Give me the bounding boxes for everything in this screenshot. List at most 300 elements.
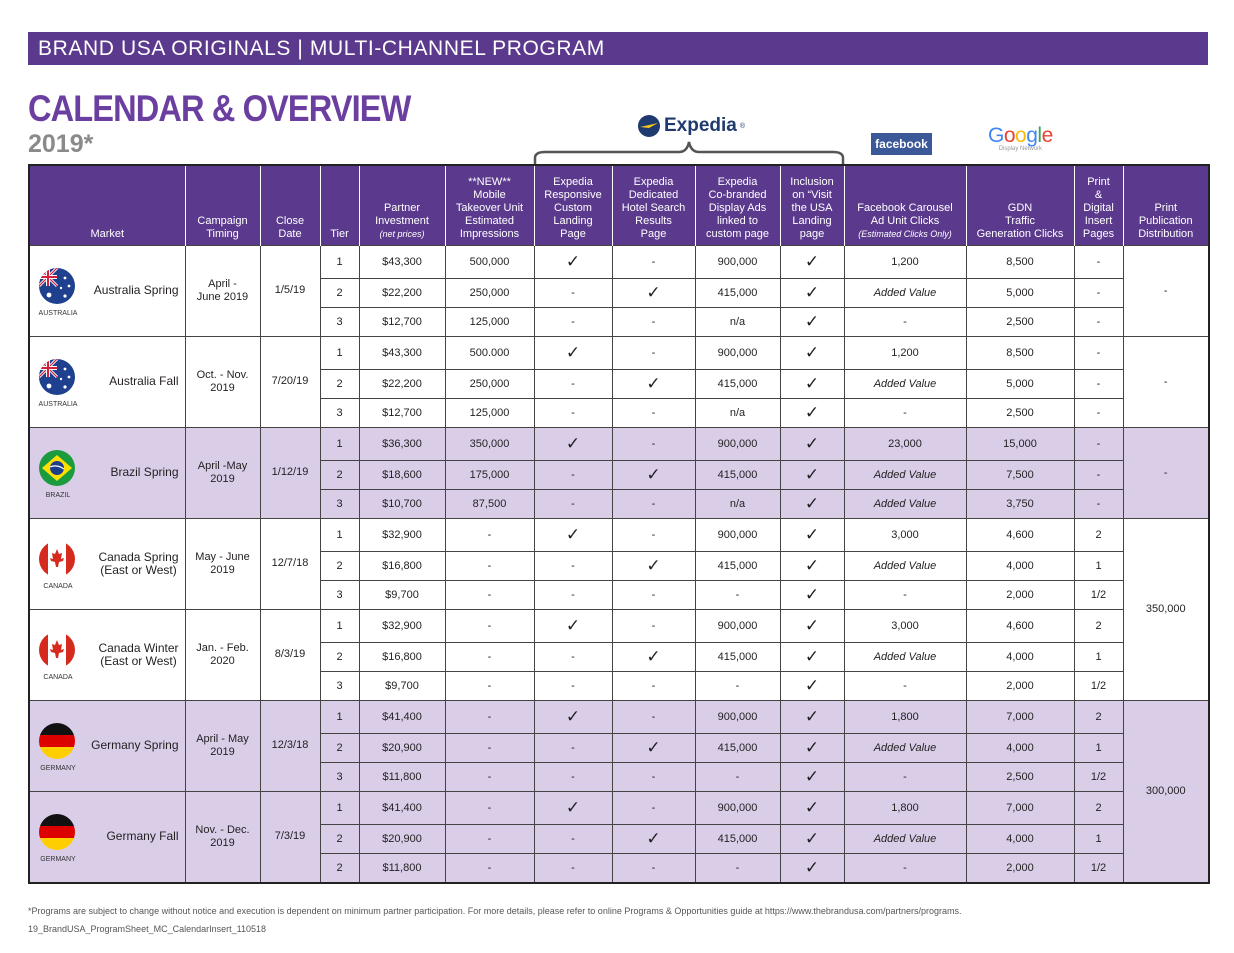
gdn-clicks-cell: 2,500 xyxy=(966,398,1074,427)
col-tier: Tier xyxy=(320,165,359,245)
dedicated-page-cell: - xyxy=(612,245,695,278)
responsive-page-cell: - xyxy=(534,398,612,427)
col-dedicated: Expedia Dedicated Hotel Search Results Page xyxy=(612,165,695,245)
facebook-clicks-cell: Added Value xyxy=(844,733,966,762)
distribution-cell: - xyxy=(1123,336,1209,427)
print-pages-cell: 2 xyxy=(1074,700,1123,733)
market-cell-brazil-spring xyxy=(29,427,185,518)
inclusion-cell xyxy=(780,518,844,551)
print-pages-cell: 1/2 xyxy=(1074,762,1123,791)
dedicated-page-cell: - xyxy=(612,580,695,609)
responsive-page-cell: - xyxy=(534,278,612,307)
page-title: CALENDAR & OVERVIEW xyxy=(28,88,411,129)
campaign-timing: Oct. - Nov. 2019 xyxy=(185,336,260,427)
inclusion-cell xyxy=(780,336,844,369)
tier-cell: 3 xyxy=(320,398,359,427)
close-date: 7/20/19 xyxy=(260,336,320,427)
dedicated-page-cell: - xyxy=(612,489,695,518)
tier-cell: 1 xyxy=(320,518,359,551)
tier-cell: 2 xyxy=(320,369,359,398)
responsive-page-cell: - xyxy=(534,580,612,609)
campaign-timing: Nov. - Dec. 2019 xyxy=(185,791,260,883)
close-date: 12/3/18 xyxy=(260,700,320,791)
market-cell-canada-winter xyxy=(29,609,185,700)
inclusion-cell xyxy=(780,278,844,307)
campaign-timing: April - May 2019 xyxy=(185,700,260,791)
mobile-impressions-cell: - xyxy=(445,551,534,580)
investment-cell: $20,900 xyxy=(359,733,445,762)
tier-cell: 1 xyxy=(320,700,359,733)
dedicated-page-cell: - xyxy=(612,671,695,700)
print-pages-cell: - xyxy=(1074,278,1123,307)
check-icon: ✓ xyxy=(565,252,581,271)
mobile-impressions-cell: - xyxy=(445,518,534,551)
display-ads-cell: 415,000 xyxy=(695,278,780,307)
facebook-clicks-cell: Added Value xyxy=(844,369,966,398)
check-icon: ✓ xyxy=(565,434,581,453)
market-cell-canada-spring xyxy=(29,518,185,609)
gdn-clicks-cell: 2,000 xyxy=(966,580,1074,609)
mobile-impressions-cell: - xyxy=(445,733,534,762)
responsive-page-cell: - xyxy=(534,733,612,762)
responsive-page-cell: - xyxy=(534,762,612,791)
document-code: 19_BrandUSA_ProgramSheet_MC_CalendarInsert_110518 xyxy=(28,924,266,934)
display-ads-cell: n/a xyxy=(695,489,780,518)
responsive-page-cell: - xyxy=(534,642,612,671)
responsive-page-cell: - xyxy=(534,307,612,336)
print-pages-cell: 1 xyxy=(1074,733,1123,762)
table-header xyxy=(29,165,1209,245)
table-row xyxy=(29,427,1209,460)
investment-cell: $22,200 xyxy=(359,369,445,398)
col-cobranded: Expedia Co-branded Display Ads linked to custom page xyxy=(695,165,780,245)
expedia-logo: Expedia ® xyxy=(637,114,745,138)
dedicated-page-cell: - xyxy=(612,762,695,791)
col-facebook: Facebook Carousel Ad Unit Clicks (Estimated Clicks Only) xyxy=(844,165,966,245)
facebook-clicks-cell: Added Value xyxy=(844,278,966,307)
investment-cell: $18,600 xyxy=(359,460,445,489)
display-ads-cell: - xyxy=(695,580,780,609)
print-pages-cell: 1/2 xyxy=(1074,580,1123,609)
facebook-clicks-cell: Added Value xyxy=(844,824,966,853)
responsive-page-cell xyxy=(534,609,612,642)
inclusion-cell xyxy=(780,824,844,853)
check-icon: ✓ xyxy=(565,525,581,544)
tier-cell: 3 xyxy=(320,307,359,336)
close-date: 12/7/18 xyxy=(260,518,320,609)
responsive-page-cell: - xyxy=(534,489,612,518)
dedicated-page-cell: - xyxy=(612,853,695,883)
mobile-impressions-cell: - xyxy=(445,580,534,609)
mobile-impressions-cell: - xyxy=(445,642,534,671)
investment-cell: $12,700 xyxy=(359,398,445,427)
check-icon: ✓ xyxy=(804,494,820,513)
australia-flag-icon xyxy=(39,268,75,304)
gdn-clicks-cell: 2,000 xyxy=(966,853,1074,883)
inclusion-cell xyxy=(780,307,844,336)
mobile-impressions-cell: 250,000 xyxy=(445,369,534,398)
facebook-clicks-cell: - xyxy=(844,307,966,336)
check-icon: ✓ xyxy=(804,374,820,393)
check-icon: ✓ xyxy=(565,707,581,726)
dedicated-page-cell: - xyxy=(612,609,695,642)
tier-cell: 2 xyxy=(320,642,359,671)
flag-caption: CANADA xyxy=(43,673,73,681)
mobile-impressions-cell: - xyxy=(445,700,534,733)
responsive-page-cell: - xyxy=(534,369,612,398)
responsive-page-cell xyxy=(534,518,612,551)
mobile-impressions-cell: - xyxy=(445,762,534,791)
table-row xyxy=(29,245,1209,278)
investment-cell: $43,300 xyxy=(359,245,445,278)
gdn-clicks-cell: 8,500 xyxy=(966,336,1074,369)
inclusion-cell xyxy=(780,460,844,489)
print-pages-cell: 2 xyxy=(1074,518,1123,551)
gdn-clicks-cell: 4,600 xyxy=(966,518,1074,551)
inclusion-cell xyxy=(780,609,844,642)
inclusion-cell xyxy=(780,853,844,883)
table-row xyxy=(29,336,1209,369)
inclusion-cell xyxy=(780,245,844,278)
footnote: *Programs are subject to change without notice and execution is dependent on minimum partner participation. For more details, please refer to online Programs & Opportunities guide at https://www.thebrandusa.com/partners/programs. xyxy=(28,906,962,916)
gdn-clicks-cell: 15,000 xyxy=(966,427,1074,460)
check-icon: ✓ xyxy=(646,647,661,666)
inclusion-cell xyxy=(780,671,844,700)
brazil-flag-icon xyxy=(39,450,75,486)
col-distribution: Print Publication Distribution xyxy=(1123,165,1209,245)
gdn-clicks-cell: 2,000 xyxy=(966,671,1074,700)
investment-cell: $20,900 xyxy=(359,824,445,853)
print-pages-cell: 1/2 xyxy=(1074,671,1123,700)
print-pages-cell: - xyxy=(1074,460,1123,489)
investment-cell: $43,300 xyxy=(359,336,445,369)
inclusion-cell xyxy=(780,398,844,427)
tier-cell: 2 xyxy=(320,824,359,853)
dedicated-page-cell xyxy=(612,460,695,489)
tier-cell: 2 xyxy=(320,733,359,762)
market-cell-australia-spring xyxy=(29,245,185,336)
display-ads-cell: 415,000 xyxy=(695,824,780,853)
col-timing: Campaign Timing xyxy=(185,165,260,245)
facebook-clicks-cell: - xyxy=(844,580,966,609)
gdn-clicks-cell: 4,000 xyxy=(966,551,1074,580)
facebook-clicks-cell: - xyxy=(844,398,966,427)
table-row xyxy=(29,609,1209,642)
responsive-page-cell: - xyxy=(534,671,612,700)
gdn-clicks-cell: 7,000 xyxy=(966,791,1074,824)
facebook-clicks-cell: Added Value xyxy=(844,642,966,671)
check-icon: ✓ xyxy=(646,556,661,575)
google-logo xyxy=(988,124,1053,152)
print-pages-cell: - xyxy=(1074,307,1123,336)
check-icon: ✓ xyxy=(565,616,581,635)
check-icon: ✓ xyxy=(565,343,581,362)
table-row xyxy=(29,791,1209,824)
gdn-clicks-cell: 7,000 xyxy=(966,700,1074,733)
display-ads-cell: - xyxy=(695,853,780,883)
distribution-cell: 350,000 xyxy=(1123,518,1209,700)
gdn-clicks-cell: 4,600 xyxy=(966,609,1074,642)
gdn-clicks-cell: 4,000 xyxy=(966,824,1074,853)
market-cell-germany-spring xyxy=(29,700,185,791)
tier-cell: 1 xyxy=(320,609,359,642)
market-name: Germany Spring xyxy=(91,738,179,752)
check-icon: ✓ xyxy=(646,374,661,393)
table-row xyxy=(29,700,1209,733)
check-icon: ✓ xyxy=(804,343,820,362)
display-ads-cell: 900,000 xyxy=(695,427,780,460)
market-cell-australia-fall xyxy=(29,336,185,427)
flag-caption: CANADA xyxy=(43,582,73,590)
market-name: Brazil Spring xyxy=(110,465,179,479)
facebook-clicks-cell: 1,800 xyxy=(844,791,966,824)
campaign-timing: April -May 2019 xyxy=(185,427,260,518)
dedicated-page-cell: - xyxy=(612,427,695,460)
mobile-impressions-cell: - xyxy=(445,853,534,883)
investment-cell: $9,700 xyxy=(359,580,445,609)
display-ads-cell: - xyxy=(695,762,780,791)
check-icon: ✓ xyxy=(804,585,820,604)
close-date: 1/5/19 xyxy=(260,245,320,336)
gdn-clicks-cell: 3,750 xyxy=(966,489,1074,518)
tier-cell: 1 xyxy=(320,336,359,369)
check-icon: ✓ xyxy=(804,403,820,422)
tier-cell: 3 xyxy=(320,762,359,791)
germany-flag-icon xyxy=(39,814,75,850)
campaign-timing: April - June 2019 xyxy=(185,245,260,336)
col-inclusion: Inclusion on “Visit the USA Landing page xyxy=(780,165,844,245)
mobile-impressions-cell: 500.000 xyxy=(445,336,534,369)
display-ads-cell: 415,000 xyxy=(695,733,780,762)
display-ads-cell: n/a xyxy=(695,398,780,427)
investment-cell: $32,900 xyxy=(359,518,445,551)
distribution-cell: - xyxy=(1123,245,1209,336)
close-date: 7/3/19 xyxy=(260,791,320,883)
display-ads-cell: 900,000 xyxy=(695,700,780,733)
gdn-clicks-cell: 7,500 xyxy=(966,460,1074,489)
investment-cell: $36,300 xyxy=(359,427,445,460)
check-icon: ✓ xyxy=(804,616,820,635)
print-pages-cell: - xyxy=(1074,336,1123,369)
mobile-impressions-cell: - xyxy=(445,609,534,642)
investment-cell: $11,800 xyxy=(359,853,445,883)
dedicated-page-cell xyxy=(612,369,695,398)
tier-cell: 1 xyxy=(320,245,359,278)
dedicated-page-cell: - xyxy=(612,336,695,369)
dedicated-page-cell: - xyxy=(612,307,695,336)
mobile-impressions-cell: 125,000 xyxy=(445,307,534,336)
investment-cell: $9,700 xyxy=(359,671,445,700)
page-year: 2019* xyxy=(28,130,94,158)
expedia-wordmark: Expedia xyxy=(664,115,737,136)
gdn-clicks-cell: 8,500 xyxy=(966,245,1074,278)
print-pages-cell: - xyxy=(1074,369,1123,398)
inclusion-cell xyxy=(780,489,844,518)
inclusion-cell xyxy=(780,642,844,671)
responsive-page-cell: - xyxy=(534,460,612,489)
responsive-page-cell: - xyxy=(534,551,612,580)
inclusion-cell xyxy=(780,700,844,733)
gdn-clicks-cell: 5,000 xyxy=(966,369,1074,398)
market-name: Canada Spring (East or West) xyxy=(98,549,179,577)
tier-cell: 2 xyxy=(320,551,359,580)
market-name: Australia Fall xyxy=(109,374,179,388)
investment-cell: $16,800 xyxy=(359,642,445,671)
mobile-impressions-cell: 87,500 xyxy=(445,489,534,518)
inclusion-cell xyxy=(780,733,844,762)
investment-cell: $32,900 xyxy=(359,609,445,642)
check-icon: ✓ xyxy=(646,283,661,302)
check-icon: ✓ xyxy=(804,556,820,575)
gdn-clicks-cell: 4,000 xyxy=(966,642,1074,671)
display-ads-cell: 900,000 xyxy=(695,791,780,824)
investment-cell: $12,700 xyxy=(359,307,445,336)
responsive-page-cell xyxy=(534,245,612,278)
tier-cell: 3 xyxy=(320,671,359,700)
facebook-clicks-cell: 3,000 xyxy=(844,609,966,642)
facebook-clicks-cell: Added Value xyxy=(844,489,966,518)
dedicated-page-cell: - xyxy=(612,700,695,733)
tier-cell: 2 xyxy=(320,853,359,883)
distribution-cell: - xyxy=(1123,427,1209,518)
flag-caption: AUSTRALIA xyxy=(38,400,78,408)
mobile-impressions-cell: - xyxy=(445,824,534,853)
print-pages-cell: 1 xyxy=(1074,824,1123,853)
tier-cell: 3 xyxy=(320,489,359,518)
col-investment: Partner Investment (net prices) xyxy=(359,165,445,245)
display-ads-cell: 900,000 xyxy=(695,245,780,278)
dedicated-page-cell xyxy=(612,642,695,671)
check-icon: ✓ xyxy=(804,283,820,302)
check-icon: ✓ xyxy=(804,434,820,453)
print-pages-cell: - xyxy=(1074,398,1123,427)
col-mobile: **NEW** Mobile Takeover Unit Estimated Impressions xyxy=(445,165,534,245)
market-cell-germany-fall xyxy=(29,791,185,883)
flag-caption: GERMANY xyxy=(40,764,76,772)
inclusion-cell xyxy=(780,762,844,791)
flag-caption: BRAZIL xyxy=(45,491,71,499)
responsive-page-cell xyxy=(534,700,612,733)
dedicated-page-cell: - xyxy=(612,791,695,824)
inclusion-cell xyxy=(780,791,844,824)
display-ads-cell: 415,000 xyxy=(695,369,780,398)
inclusion-cell xyxy=(780,551,844,580)
col-responsive: Expedia Responsive Custom Landing Page xyxy=(534,165,612,245)
table-row xyxy=(29,518,1209,551)
display-ads-cell: 900,000 xyxy=(695,518,780,551)
mobile-impressions-cell: 125,000 xyxy=(445,398,534,427)
close-date: 1/12/19 xyxy=(260,427,320,518)
display-ads-cell: n/a xyxy=(695,307,780,336)
check-icon: ✓ xyxy=(804,676,820,695)
tier-cell: 2 xyxy=(320,460,359,489)
close-date: 8/3/19 xyxy=(260,609,320,700)
investment-cell: $41,400 xyxy=(359,791,445,824)
check-icon: ✓ xyxy=(565,798,581,817)
check-icon: ✓ xyxy=(804,829,820,848)
check-icon: ✓ xyxy=(804,738,820,757)
market-name: Germany Fall xyxy=(106,829,179,843)
facebook-logo: facebook xyxy=(871,133,932,155)
tier-cell: 3 xyxy=(320,580,359,609)
investment-cell: $10,700 xyxy=(359,489,445,518)
display-ads-cell: 900,000 xyxy=(695,609,780,642)
col-close: Close Date xyxy=(260,165,320,245)
inclusion-cell xyxy=(780,580,844,609)
inclusion-cell xyxy=(780,427,844,460)
flag-caption: AUSTRALIA xyxy=(38,309,78,317)
expedia-brace xyxy=(533,140,845,166)
print-pages-cell: 1 xyxy=(1074,642,1123,671)
facebook-clicks-cell: - xyxy=(844,853,966,883)
dedicated-page-cell: - xyxy=(612,398,695,427)
gdn-clicks-cell: 2,500 xyxy=(966,762,1074,791)
print-pages-cell: - xyxy=(1074,427,1123,460)
facebook-clicks-cell: - xyxy=(844,671,966,700)
display-ads-cell: 415,000 xyxy=(695,460,780,489)
responsive-page-cell xyxy=(534,427,612,460)
australia-flag-icon xyxy=(39,359,75,395)
distribution-cell: 300,000 xyxy=(1123,700,1209,883)
check-icon: ✓ xyxy=(804,707,820,726)
responsive-page-cell: - xyxy=(534,824,612,853)
responsive-page-cell xyxy=(534,336,612,369)
facebook-clicks-cell: Added Value xyxy=(844,551,966,580)
expedia-globe-icon xyxy=(637,114,661,138)
display-ads-cell: - xyxy=(695,671,780,700)
check-icon: ✓ xyxy=(804,252,820,271)
dedicated-page-cell: - xyxy=(612,518,695,551)
investment-cell: $41,400 xyxy=(359,700,445,733)
responsive-page-cell xyxy=(534,791,612,824)
dedicated-page-cell xyxy=(612,551,695,580)
col-print: Print & Digital Insert Pages xyxy=(1074,165,1123,245)
canada-flag-icon xyxy=(39,541,75,577)
campaign-timing: May - June 2019 xyxy=(185,518,260,609)
facebook-clicks-cell: - xyxy=(844,762,966,791)
germany-flag-icon xyxy=(39,723,75,759)
mobile-impressions-cell: 250,000 xyxy=(445,278,534,307)
facebook-clicks-cell: 1,800 xyxy=(844,700,966,733)
print-pages-cell: 1 xyxy=(1074,551,1123,580)
calendar-table xyxy=(28,164,1210,884)
gdn-clicks-cell: 4,000 xyxy=(966,733,1074,762)
tier-cell: 1 xyxy=(320,427,359,460)
gdn-clicks-cell: 5,000 xyxy=(966,278,1074,307)
display-ads-cell: 415,000 xyxy=(695,551,780,580)
investment-cell: $22,200 xyxy=(359,278,445,307)
mobile-impressions-cell: - xyxy=(445,671,534,700)
mobile-impressions-cell: 350,000 xyxy=(445,427,534,460)
facebook-clicks-cell: 3,000 xyxy=(844,518,966,551)
print-pages-cell: 2 xyxy=(1074,609,1123,642)
check-icon: ✓ xyxy=(804,767,820,786)
check-icon: ✓ xyxy=(804,312,820,331)
check-icon: ✓ xyxy=(646,465,661,484)
google-sub: Display Network xyxy=(998,146,1043,152)
display-ads-cell: 900,000 xyxy=(695,336,780,369)
check-icon: ✓ xyxy=(646,829,661,848)
flag-caption: GERMANY xyxy=(40,855,76,863)
check-icon: ✓ xyxy=(804,465,820,484)
campaign-timing: Jan. - Feb. 2020 xyxy=(185,609,260,700)
display-ads-cell: 415,000 xyxy=(695,642,780,671)
program-banner: BRAND USA ORIGINALS | MULTI-CHANNEL PROGRAM xyxy=(28,32,1208,65)
facebook-clicks-cell: 23,000 xyxy=(844,427,966,460)
tier-cell: 2 xyxy=(320,278,359,307)
investment-cell: $11,800 xyxy=(359,762,445,791)
check-icon: ✓ xyxy=(646,738,661,757)
